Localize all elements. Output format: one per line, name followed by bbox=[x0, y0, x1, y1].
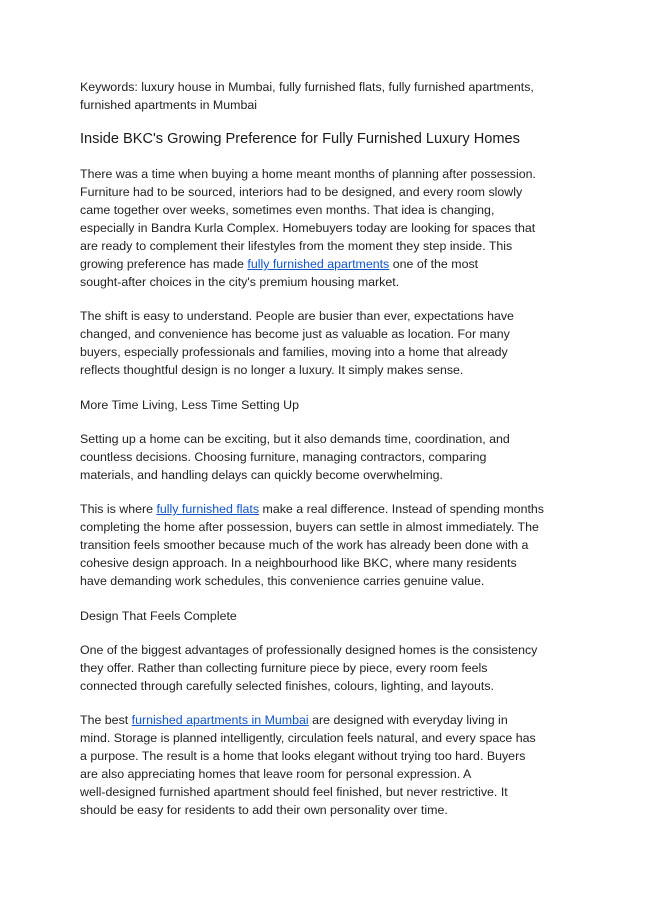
keywords-text-1: Keywords: luxury house in Mumbai, fully furnished flats, fully furnished apartments, bbox=[80, 80, 534, 94]
text-line: are also appreciating homes that leave room for personal expression. A bbox=[80, 767, 472, 781]
subheading-design: Design That Feels Complete bbox=[80, 609, 237, 623]
text-line: changed, and convenience has become just as valuable as location. For many bbox=[80, 327, 510, 341]
text-line: mind. Storage is planned intelligently, circulation feels natural, and every space has bbox=[80, 731, 536, 745]
keywords-text-2: furnished apartments in Mumbai bbox=[80, 98, 257, 112]
text-line: materials, and handling delays can quickly become overwhelming. bbox=[80, 468, 443, 482]
text-line bbox=[80, 500, 572, 518]
text-line bbox=[80, 711, 572, 729]
text-line: connected through carefully selected finishes, colours, lighting, and layouts. bbox=[80, 679, 494, 693]
text-fragment: are designed with everyday living in bbox=[308, 713, 508, 727]
text-line: have demanding work schedules, this convenience carries genuine value. bbox=[80, 574, 485, 588]
text-fragment: growing preference has made bbox=[80, 257, 248, 271]
text-line: completing the home after possession, buyers can settle in almost immediately. The bbox=[80, 520, 539, 534]
text-line: cohesive design approach. In a neighbourhood like BKC, where many residents bbox=[80, 556, 517, 570]
text-fragment: make a real difference. Instead of spending months bbox=[259, 502, 544, 516]
text-line: should be easy for residents to add their own personality over time. bbox=[80, 803, 448, 817]
text-fragment: one of the most bbox=[389, 257, 479, 271]
text-line: There was a time when buying a home meant months of planning after possession. bbox=[80, 167, 536, 181]
paragraph-best-apartments bbox=[80, 711, 572, 819]
text-fragment: The best bbox=[80, 713, 132, 727]
link-furnished-apartments-in-mumbai[interactable]: furnished apartments in Mumbai bbox=[131, 713, 309, 727]
text-line: reflects thoughtful design is no longer a luxury. It simply makes sense. bbox=[80, 363, 464, 377]
paragraph-consistency bbox=[80, 641, 572, 695]
article-title: Inside BKC's Growing Preference for Fully Furnished Luxury Homes bbox=[80, 131, 520, 147]
text-line: The shift is easy to understand. People are busier than ever, expectations have bbox=[80, 309, 514, 323]
text-line: Furniture had to be sourced, interiors had to be designed, and every room slowly bbox=[80, 185, 523, 199]
paragraph-intro bbox=[80, 165, 572, 291]
paragraph-flats bbox=[80, 500, 572, 590]
link-fully-furnished-apartments[interactable]: fully furnished apartments bbox=[247, 257, 390, 271]
text-fragment: This is where bbox=[80, 502, 157, 516]
paragraph-setting-up bbox=[80, 430, 572, 484]
text-line: Setting up a home can be exciting, but it also demands time, coordination, and bbox=[80, 432, 510, 446]
text-line: they offer. Rather than collecting furniture piece by piece, every room feels bbox=[80, 661, 488, 675]
subheading-more-time: More Time Living, Less Time Setting Up bbox=[80, 398, 299, 412]
text-line: came together over weeks, sometimes even months. That idea is changing, bbox=[80, 203, 495, 217]
text-line bbox=[80, 255, 572, 273]
text-line: One of the biggest advantages of professionally designed homes is the consistency bbox=[80, 643, 538, 657]
text-line: transition feels smoother because much of the work has already been done with a bbox=[80, 538, 529, 552]
text-line: are ready to complement their lifestyles from the moment they step inside. This bbox=[80, 239, 513, 253]
text-line: sought-after choices in the city's premium housing market. bbox=[80, 275, 400, 289]
paragraph-shift bbox=[80, 307, 572, 379]
link-fully-furnished-flats[interactable]: fully furnished flats bbox=[156, 502, 260, 516]
text-line: countless decisions. Choosing furniture, managing contractors, comparing bbox=[80, 450, 487, 464]
text-line: especially in Bandra Kurla Complex. Homebuyers today are looking for spaces that bbox=[80, 221, 536, 235]
text-line: a purpose. The result is a home that looks elegant without trying too hard. Buyers bbox=[80, 749, 526, 763]
text-line: buyers, especially professionals and families, moving into a home that already bbox=[80, 345, 508, 359]
keywords-line bbox=[80, 78, 572, 114]
text-line: well-designed furnished apartment should feel finished, but never restrictive. It bbox=[80, 785, 508, 799]
